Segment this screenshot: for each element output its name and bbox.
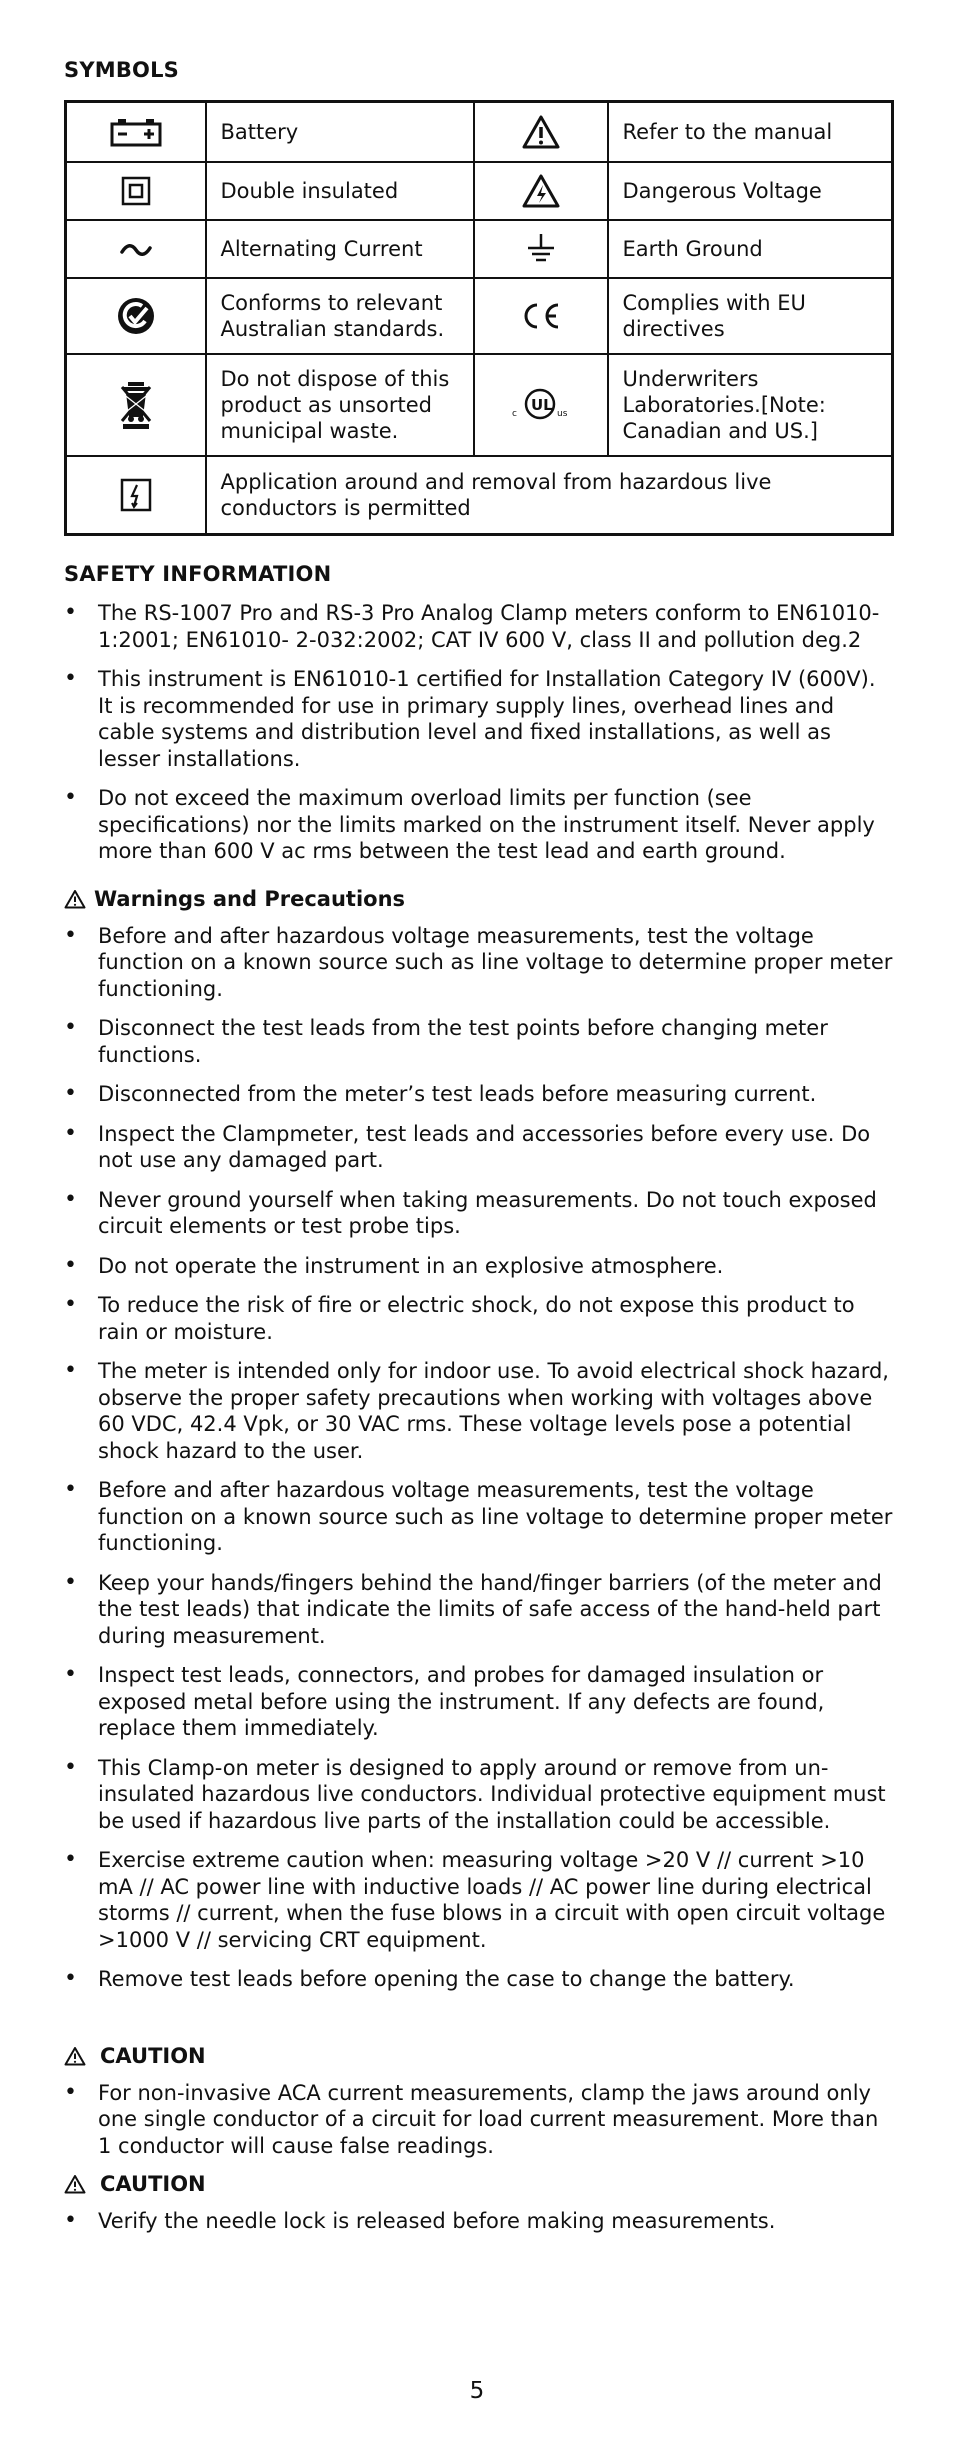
warning-triangle-icon	[64, 889, 86, 909]
symbol-label: Battery	[206, 102, 474, 163]
caution-heading	[64, 2172, 894, 2196]
list-item: • Disconnected from the meter’s test leads before measuring current.	[64, 1081, 894, 1108]
symbols-table	[64, 100, 894, 536]
caution-list	[64, 2080, 894, 2160]
table-row	[66, 102, 893, 163]
ce-mark-icon	[474, 278, 608, 354]
list-item: • Inspect the Clampmeter, test leads and accessories before every use. Do not use any damaged part.	[64, 1121, 894, 1174]
list-item: • Exercise extreme caution when: measuring voltage >20 V // current >10 mA // AC power line with inductive loads // AC power line during electrical storms // current, when the fuse blows in a circuit with open circuit voltage >1000 V // servicing CRT equipment.	[64, 1847, 894, 1953]
safety-heading: SAFETY INFORMATION	[64, 562, 332, 586]
alternating-current-icon	[66, 220, 206, 278]
symbol-label: Alternating Current	[206, 220, 474, 278]
caution-heading	[64, 2044, 894, 2068]
svg-text:UL: UL	[530, 396, 553, 414]
list-item: • Do not exceed the maximum overload limits per function (see specifications) nor the limits marked on the instrument itself. Never apply more than 600 V ac rms between the test lead and earth ground.	[64, 785, 894, 865]
list-item: • Keep your hands/fingers behind the hand/finger barriers (of the meter and the test leads) that indicate the limits of safe access of the hand-held part during measurement.	[64, 1570, 894, 1650]
warning-triangle-icon	[474, 102, 608, 163]
symbol-label: Application around and removal from hazardous live conductors is permitted	[206, 456, 893, 535]
caution-list	[64, 2208, 894, 2235]
list-item: • Remove test leads before opening the case to change the battery.	[64, 1966, 894, 1993]
symbol-label: Do not dispose of this product as unsorted municipal waste.	[206, 354, 474, 456]
symbol-label: Conforms to relevant Australian standards.	[206, 278, 474, 354]
list-item: • Inspect test leads, connectors, and probes for damaged insulation or exposed metal before using the instrument. If any defects are found, replace them immediately.	[64, 1662, 894, 1742]
svg-text:us: us	[556, 409, 567, 419]
list-item: • Verify the needle lock is released before making measurements.	[64, 2208, 894, 2235]
weee-bin-icon	[66, 354, 206, 456]
symbol-label: Double insulated	[206, 162, 474, 220]
list-item: • To reduce the risk of fire or electric shock, do not expose this product to rain or moisture.	[64, 1292, 894, 1345]
warnings-heading-text: Warnings and Precautions	[94, 886, 406, 911]
live-conductor-icon	[66, 456, 206, 535]
double-insulated-icon	[66, 162, 206, 220]
dangerous-voltage-icon	[474, 162, 608, 220]
list-item: • For non-invasive ACA current measurements, clamp the jaws around only one single conductor of a circuit for load current measurement. More than 1 conductor will cause false readings.	[64, 2080, 894, 2160]
symbol-label: Refer to the manual	[608, 102, 893, 163]
caution-heading-text: CAUTION	[100, 2172, 206, 2196]
list-item: • The RS-1007 Pro and RS-3 Pro Analog Clamp meters conform to EN61010-1:2001; EN61010- 2-032:2002; CAT IV 600 V, class II and pollution deg.2	[64, 600, 894, 653]
table-row	[66, 162, 893, 220]
table-row	[66, 278, 893, 354]
list-item: • Never ground yourself when taking measurements. Do not touch exposed circuit elements or test probe tips.	[64, 1187, 894, 1240]
table-row	[66, 354, 893, 456]
warnings-heading	[64, 887, 894, 911]
safety-list	[64, 600, 894, 865]
earth-ground-icon	[474, 220, 608, 278]
list-item: • The meter is intended only for indoor use. To avoid electrical shock hazard, observe the proper safety precautions when working with voltages above 60 VDC, 42.4 Vpk, or 30 VAC rms. These voltage levels pose a potential shock hazard to the user.	[64, 1358, 894, 1464]
svg-text:c: c	[511, 409, 517, 419]
warning-triangle-icon	[64, 2174, 86, 2194]
symbol-label: Earth Ground	[608, 220, 893, 278]
warnings-list	[64, 923, 894, 1993]
symbol-label: Underwriters Laboratories.[Note: Canadian and US.]	[608, 354, 893, 456]
table-row	[66, 220, 893, 278]
symbol-label: Complies with EU directives	[608, 278, 893, 354]
c-tick-icon	[66, 278, 206, 354]
list-item: • Do not operate the instrument in an explosive atmosphere.	[64, 1253, 894, 1280]
ul-mark-icon	[474, 354, 608, 456]
symbol-label: Dangerous Voltage	[608, 162, 893, 220]
list-item: • This instrument is EN61010-1 certified for Installation Category IV (600V). It is recommended for use in primary supply lines, overhead lines and cable systems and distribution level and fixed installations, as well as lesser installations.	[64, 666, 894, 772]
list-item: • Before and after hazardous voltage measurements, test the voltage function on a known source such as line voltage to determine proper meter functioning.	[64, 1477, 894, 1557]
symbols-heading: SYMBOLS	[64, 58, 179, 82]
list-item: • Before and after hazardous voltage measurements, test the voltage function on a known source such as line voltage to determine proper meter functioning.	[64, 923, 894, 1003]
list-item: • This Clamp-on meter is designed to apply around or remove from un-insulated hazardous live conductors. Individual protective equipment must be used if hazardous live parts of the installation could be accessible.	[64, 1755, 894, 1835]
page-number: 5	[469, 2378, 485, 2404]
table-row	[66, 456, 893, 535]
battery-icon	[66, 102, 206, 163]
caution-heading-text: CAUTION	[100, 2043, 206, 2068]
warning-triangle-icon	[64, 2046, 86, 2066]
page-content	[64, 58, 894, 2248]
list-item: • Disconnect the test leads from the test points before changing meter functions.	[64, 1015, 894, 1068]
